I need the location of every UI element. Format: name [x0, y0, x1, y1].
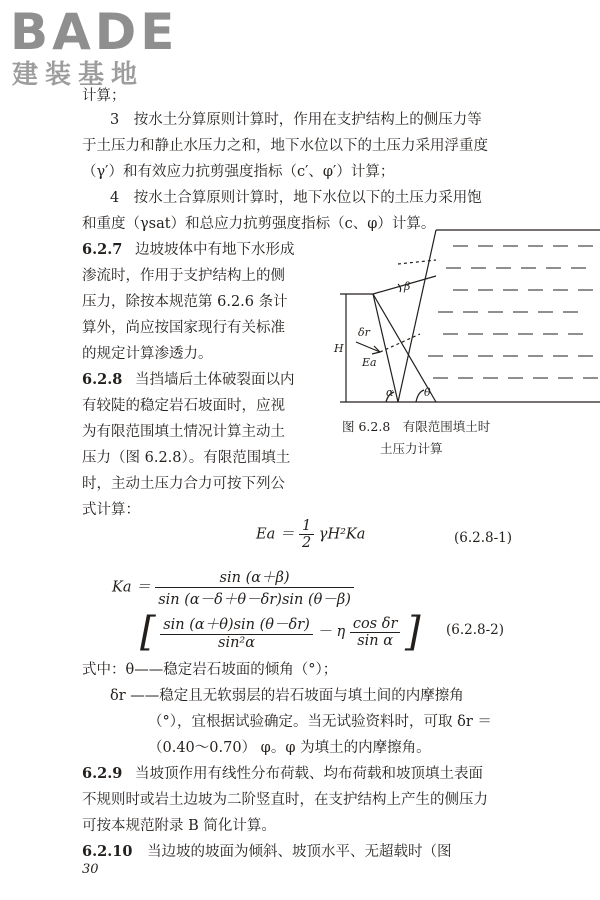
text-line: 和重度（γsat）和总应力抗剪强度指标（c、φ）计算。 — [82, 216, 436, 232]
page-number: 30 — [82, 862, 99, 877]
label-beta: β — [404, 280, 411, 293]
eq-fraction — [350, 616, 401, 649]
text-line: 算外，尚应按国家现行有关标准 — [82, 320, 285, 336]
section-6-2-7-line — [82, 240, 294, 260]
logo — [10, 4, 190, 94]
eq-denominator: sin α — [350, 632, 401, 649]
equation-6-2-8-1 — [256, 518, 365, 551]
right-bracket: ] — [405, 609, 421, 655]
dashed-guide-line — [398, 260, 436, 264]
label-delta: δr — [358, 326, 370, 339]
eq-denominator: sin (α－δ＋θ－δr)sin (θ－β) — [155, 587, 354, 609]
text-line: （0.40～0.70） φ。φ 为填土的内摩擦角。 — [148, 740, 431, 756]
section-number: 6.2.10 — [82, 843, 133, 860]
text-line: 计算； — [82, 88, 126, 104]
eq-rhs: γH²Ka — [318, 526, 366, 543]
eq-numerator: cos δr — [352, 615, 398, 632]
ea-arrow — [356, 342, 380, 352]
logo-text: BADE — [10, 3, 179, 61]
text-line: 3 按水土分算原则计算时，作用在支护结构上的侧压力等 — [110, 112, 482, 128]
label-ea: Ea — [362, 356, 377, 369]
rock-hatching — [428, 246, 598, 378]
figure-caption: 土压力计算 — [380, 441, 443, 456]
text-line: 当边坡的坡面为倾斜、坡顶水平、无超载时（图 — [147, 844, 452, 860]
eq-mid: － η — [317, 624, 346, 640]
text-line: （°），宜根据试验确定。当无试验资料时，可取 δr ＝ — [148, 714, 492, 730]
eq-fraction — [299, 518, 314, 551]
figure-6-2-8 — [328, 224, 600, 410]
label-theta: θ — [424, 386, 431, 399]
eq-denominator: 2 — [299, 534, 314, 551]
text-line: 时，主动土压力合力可按下列公 — [82, 476, 285, 492]
section-number: 6.2.9 — [82, 765, 123, 782]
eq-denominator: sin²α — [160, 634, 313, 651]
text-line: 式计算： — [82, 502, 140, 518]
left-bracket: [ — [140, 609, 156, 655]
eq-numerator: sin (α＋β) — [219, 570, 290, 586]
logo-subtitle: 建装基地 — [12, 60, 145, 90]
section-number: 6.2.8 — [82, 371, 123, 388]
text-line: 有较陡的稳定岩石坡面时，应视 — [82, 398, 285, 414]
equation-6-2-8-2 — [112, 566, 354, 609]
section-6-2-10-line — [82, 842, 452, 862]
section-6-2-9-line — [82, 764, 483, 784]
text-line: 渗流时，作用于支护结构上的侧 — [82, 268, 285, 284]
text-line: 于土压力和静止水压力之和，地下水位以下的土压力采用浮重度 — [82, 138, 488, 154]
text-line: （γ′）和有效应力抗剪强度指标（c′、φ′）计算； — [82, 164, 395, 180]
text-line: 压力（图 6.2.8）。有限范围填土 — [82, 450, 291, 466]
theta-arc — [416, 390, 424, 402]
text-line: 边坡坡体中有地下水形成 — [134, 242, 295, 258]
text-line: 当挡墙后土体破裂面以内 — [134, 372, 295, 388]
equation-number: (6.2.8-1) — [454, 530, 513, 546]
label-alpha: α — [386, 386, 394, 399]
equation-bracket-term — [140, 610, 421, 654]
text-line: 为有限范围填土情况计算主动土 — [82, 424, 285, 440]
eq-numerator: 1 — [301, 518, 312, 534]
text-line: 式中：θ——稳定岩石坡面的倾角（°）； — [82, 662, 338, 678]
section-6-2-8-line — [82, 370, 294, 390]
eq-lhs: Ea ＝ — [256, 526, 295, 543]
text-line: 压力，除按本规范第 6.2.6 条计 — [82, 294, 288, 310]
rock-slope-line — [398, 230, 436, 402]
eq-numerator: sin (α＋θ)sin (θ－δr) — [163, 617, 310, 633]
text-line: 的规定计算渗透力。 — [82, 346, 213, 362]
text-line: 当坡顶作用有线性分布荷载、均布荷载和坡顶填土表面 — [134, 766, 483, 782]
normal-dashed-line — [380, 334, 420, 352]
text-line: 不规则时或岩土边坡为二阶竖直时，在支护结构上产生的侧压力 — [82, 792, 488, 808]
beta-arc — [398, 284, 401, 292]
text-line: 可按本规范附录 B 简化计算。 — [82, 818, 276, 834]
equation-number: (6.2.8-2) — [446, 622, 505, 638]
figure-caption: 图 6.2.8 有限范围填土时 — [342, 419, 491, 434]
eq-fraction — [160, 613, 313, 651]
text-line: 4 按水土合算原则计算时，地下水位以下的土压力采用饱 — [110, 190, 482, 206]
section-number: 6.2.7 — [82, 241, 123, 258]
eq-lhs: Ka ＝ — [112, 579, 151, 596]
eq-fraction — [155, 566, 354, 609]
label-h: H — [334, 342, 344, 355]
text-line: δr ——稳定且无软弱层的岩石坡面与填土间的内摩擦角 — [110, 688, 464, 704]
